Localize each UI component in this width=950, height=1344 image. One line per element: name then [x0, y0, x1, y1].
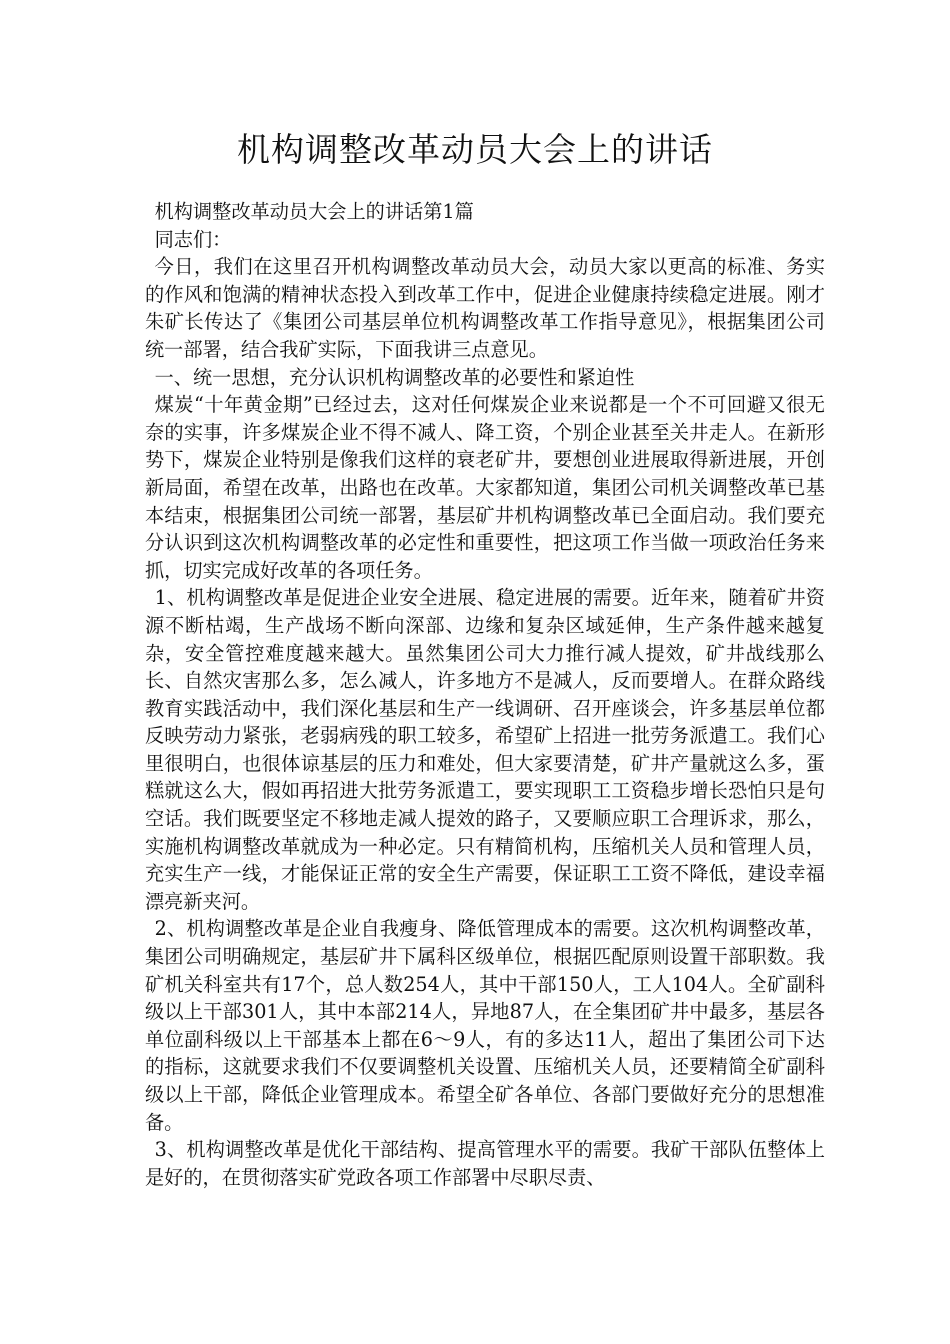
body-paragraph: 今日，我们在这里召开机构调整改革动员大会，动员大家以更高的标准、务实的作风和饱满的精神状态投入到改革工作中，促进企业健康持续稳定进展。刚才朱矿长传达了《集团公司基层单位机构调整改革工作指导意见》，根据集团公司统一部署，结合我矿实际，下面我讲三点意见。 [145, 255, 825, 361]
document-title: 机构调整改革动员大会上的讲话 [237, 130, 713, 169]
body-paragraph: 2、机构调整改革是企业自我瘦身、降低管理成本的需要。这次机构调整改革，集团公司明确规定，基层矿井下属科区级单位，根据匹配原则设置干部职数。我矿机关科室共有17个，总人数254人，其中干部150人，工人104人。全矿副科级以上干部301人，其中本部214人，异地87人，在全集团矿井中最多，基层各单位副科级以上干部基本上都在6～9人，有的多达11人，超出了集团公司下达的指标，这就要求我们不仅要调整机关设置、压缩机关人员，还要精简全矿副科级以上干部，降低企业管理成本。希望全矿各单位、各部门要做好充分的思想准备。 [145, 917, 825, 1134]
salutation: 同志们： [154, 227, 232, 251]
document-body [145, 198, 825, 1191]
section-heading: 机构调整改革动员大会上的讲话第1篇 [154, 200, 474, 223]
body-paragraph: 1、机构调整改革是促进企业安全进展、稳定进展的需要。近年来，随着矿井资源不断枯竭，生产战场不断向深部、边缘和复杂区域延伸，生产条件越来越复杂，安全管控难度越来越大。虽然集团公司大力推行减人提效，矿井战线那么长、自然灾害那么多，怎么减人，许多地方不是减人，反而要增人。在群众路线教育实践活动中，我们深化基层和生产一线调研、召开座谈会，许多基层单位都反映劳动力紧张，老弱病残的职工较多，希望矿上招进一批劳务派遣工。我们心里很明白，也很体谅基层的压力和难处，但大家要清楚，矿井产量就这么多，蛋糕就这么大，假如再招进大批劳务派遣工，要实现职工工资稳步增长恐怕只是句空话。我们既要坚定不移地走减人提效的路子，又要顺应职工合理诉求，那么，实施机构调整改革就成为一种必定。只有精简机构，压缩机关人员和管理人员，充实生产一线，才能保证正常的安全生产需要，保证职工工资不降低，建设幸福漂亮新夹河。 [145, 586, 825, 913]
body-paragraph: 3、机构调整改革是优化干部结构、提高管理水平的需要。我矿干部队伍整体上是好的，在贯彻落实矿党政各项工作部署中尽职尽责、 [145, 1138, 825, 1189]
subheading: 一、统一思想，充分认识机构调整改革的必要性和紧迫性 [154, 365, 635, 389]
body-paragraph: 煤炭“十年黄金期”已经过去，这对任何煤炭企业来说都是一个不可回避又很无奈的实事，许多煤炭企业不得不减人、降工资，个别企业甚至关井走人。在新形势下，煤炭企业特别是像我们这样的衰老矿井，要想创业进展取得新进展，开创新局面，希望在改革，出路也在改革。大家都知道，集团公司机关调整改革已基本结束，根据集团公司统一部署，基层矿井机构调整改革已全面启动。我们要充分认识到这次机构调整改革的必定性和重要性，把这项工作当做一项政治任务来抓，切实完成好改革的各项任务。 [145, 393, 825, 582]
